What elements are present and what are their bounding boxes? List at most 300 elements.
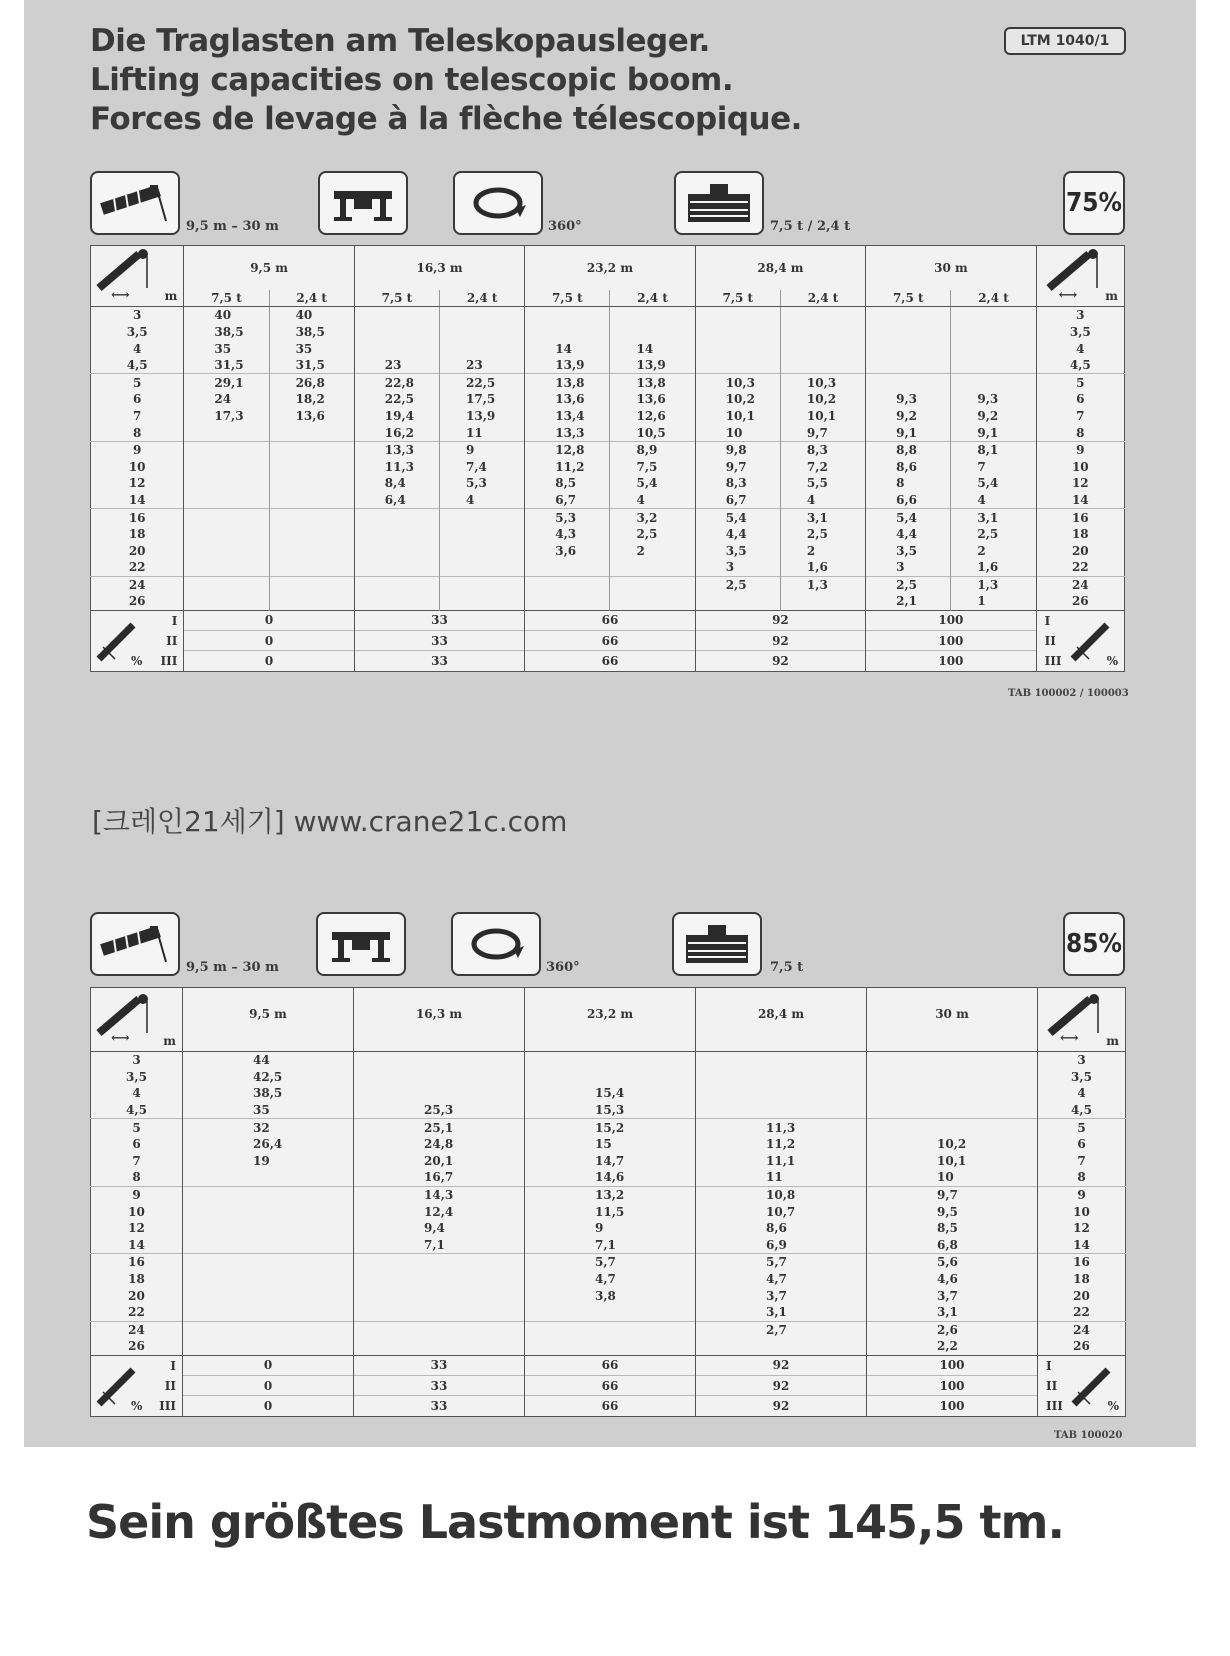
telescoping-row bbox=[91, 1355, 1126, 1375]
capacity-cell: 5,6 bbox=[867, 1254, 1038, 1271]
capacity-cell bbox=[440, 324, 525, 341]
capacity-cell bbox=[525, 1321, 696, 1338]
table-row bbox=[91, 492, 1125, 509]
radius-value: 8 bbox=[132, 425, 142, 440]
boom-radius-icon bbox=[95, 248, 155, 292]
capacity-cell: 13,8 bbox=[610, 374, 695, 391]
capacity-cell bbox=[183, 1321, 354, 1338]
capacity-cell: 23 bbox=[440, 357, 525, 374]
capacity-cell bbox=[525, 1069, 696, 1086]
radius-value: 4 bbox=[1038, 1085, 1126, 1102]
boom-header-2: 16,3 m bbox=[354, 988, 525, 1052]
telescoping-stage: I bbox=[171, 613, 178, 628]
capacity-cell: 9,7 bbox=[780, 424, 865, 441]
capacity-cell: 8,5 bbox=[525, 475, 610, 492]
capacity-table-85 bbox=[90, 987, 1126, 1417]
title-english: Lifting capacities on telescopic boom. bbox=[90, 62, 734, 98]
counterweight-icon bbox=[672, 912, 762, 976]
table-row bbox=[91, 1136, 1126, 1153]
table-row bbox=[91, 1169, 1126, 1186]
capacity-cell: 5,3 bbox=[440, 475, 525, 492]
capacity-cell: 10,2 bbox=[780, 391, 865, 408]
capacity-cell: 5,4 bbox=[695, 509, 780, 526]
capacity-cell: 5,4 bbox=[951, 475, 1036, 492]
capacity-cell bbox=[525, 307, 610, 324]
boom-header-3: 23,2 m bbox=[525, 988, 696, 1052]
capacity-cell: 5,3 bbox=[525, 509, 610, 526]
capacity-cell bbox=[525, 1304, 696, 1321]
capacity-cell bbox=[269, 492, 354, 509]
capacity-cell: 5,5 bbox=[780, 475, 865, 492]
capacity-cell: 9,8 bbox=[695, 441, 780, 458]
capacity-cell: 8,3 bbox=[780, 441, 865, 458]
capacity-cell: 4 bbox=[780, 492, 865, 509]
table-row bbox=[91, 1321, 1126, 1338]
radius-value: 24 bbox=[91, 576, 184, 593]
capacity-cell: 9 bbox=[440, 441, 525, 458]
capacity-cell: 7,1 bbox=[525, 1237, 696, 1254]
table-row bbox=[91, 1069, 1126, 1086]
radius-value: 4 bbox=[132, 1086, 141, 1101]
table-row bbox=[91, 559, 1125, 576]
radius-value: 8 bbox=[1038, 1169, 1126, 1186]
radius-value: 18 bbox=[128, 1272, 145, 1287]
radius-header-left bbox=[91, 988, 183, 1052]
capacity-cell bbox=[780, 324, 865, 341]
capacity-cell: 14 bbox=[525, 340, 610, 357]
boom-range-label: 9,5 m – 30 m bbox=[186, 219, 279, 234]
capacity-cell: 22,8 bbox=[354, 374, 439, 391]
telescoping-cell: 33 bbox=[354, 1376, 525, 1396]
telescoping-stage: III bbox=[160, 653, 178, 668]
radius-value: 3 bbox=[132, 308, 142, 323]
capacity-cell bbox=[696, 1052, 867, 1069]
radius-value: 16 bbox=[91, 509, 184, 526]
telescoping-row bbox=[91, 631, 1125, 651]
capacity-cell: 10,8 bbox=[696, 1186, 867, 1203]
telescoping-cell: 100 bbox=[867, 1355, 1038, 1375]
capacity-cell bbox=[184, 576, 269, 593]
counterweight-label: 7,5 t / 2,4 t bbox=[770, 219, 851, 234]
capacity-cell: 8,4 bbox=[354, 475, 439, 492]
capacity-cell bbox=[183, 1287, 354, 1304]
capacity-cell: 6,6 bbox=[866, 492, 951, 509]
capacity-cell: 8 bbox=[866, 475, 951, 492]
table-row bbox=[91, 526, 1125, 543]
radius-value: 12 bbox=[128, 476, 146, 491]
radius-arrow-icon: ⟷ bbox=[111, 1030, 130, 1046]
radius-value: 20 bbox=[128, 1288, 145, 1303]
capacity-cell: 12,6 bbox=[610, 408, 695, 425]
capacity-cell: 15,3 bbox=[525, 1102, 696, 1119]
radius-unit: m bbox=[1105, 289, 1118, 304]
telescoping-cell: 66 bbox=[525, 631, 695, 651]
capacity-cell bbox=[867, 1102, 1038, 1119]
radius-unit: m bbox=[163, 1033, 176, 1048]
radius-value: 3 bbox=[132, 1053, 141, 1068]
capacity-cell: 19,4 bbox=[354, 408, 439, 425]
telescoping-stage-left bbox=[91, 610, 184, 671]
capacity-cell: 6,9 bbox=[696, 1237, 867, 1254]
capacity-cell: 10,1 bbox=[867, 1153, 1038, 1170]
capacity-cell: 11,2 bbox=[696, 1136, 867, 1153]
capacity-cell: 11,3 bbox=[354, 458, 439, 475]
capacity-cell: 18,2 bbox=[269, 391, 354, 408]
capacity-cell bbox=[354, 542, 439, 559]
boom-radius-icon bbox=[1045, 248, 1105, 292]
capacity-cell: 10,3 bbox=[695, 374, 780, 391]
capacity-cell: 8,9 bbox=[610, 441, 695, 458]
telescoping-row bbox=[91, 1396, 1126, 1416]
capacity-cell: 11 bbox=[696, 1169, 867, 1186]
radius-value: 20 bbox=[128, 543, 146, 558]
capacity-cell bbox=[269, 542, 354, 559]
capacity-cell: 7,4 bbox=[440, 458, 525, 475]
capacity-cell: 2,5 bbox=[866, 576, 951, 593]
table-reference: TAB 100020 bbox=[1054, 1430, 1123, 1441]
capacity-cell bbox=[354, 324, 439, 341]
capacity-cell: 13,9 bbox=[440, 408, 525, 425]
capacity-cell: 35 bbox=[184, 340, 269, 357]
capacity-cell: 9,7 bbox=[867, 1186, 1038, 1203]
table-row bbox=[91, 1220, 1126, 1237]
telescoping-stage-right bbox=[1036, 610, 1124, 671]
icon-row-85 bbox=[90, 912, 1125, 980]
capacity-cell bbox=[610, 307, 695, 324]
capacity-cell bbox=[184, 509, 269, 526]
capacity-cell: 9,3 bbox=[951, 391, 1036, 408]
telescoping-cell: 0 bbox=[183, 1396, 354, 1416]
radius-value: 14 bbox=[128, 492, 146, 507]
capacity-cell: 38,5 bbox=[269, 324, 354, 341]
radius-value: 4 bbox=[132, 341, 142, 356]
radius-value: 9 bbox=[91, 441, 184, 458]
radius-value: 22 bbox=[128, 1305, 145, 1320]
table-row bbox=[91, 1102, 1126, 1119]
outrigger-icon bbox=[318, 171, 408, 235]
capacity-cell bbox=[354, 1052, 525, 1069]
telescoping-stage: III bbox=[1044, 653, 1062, 668]
capacity-cell: 1,3 bbox=[780, 576, 865, 593]
radius-value: 14 bbox=[1036, 492, 1124, 509]
capacity-cell: 7 bbox=[951, 458, 1036, 475]
radius-value: 24 bbox=[1036, 576, 1124, 593]
capacity-cell bbox=[866, 340, 951, 357]
table-row bbox=[91, 391, 1125, 408]
cw-header: 7,5 t bbox=[354, 290, 439, 307]
telescoping-cell: 66 bbox=[525, 1396, 696, 1416]
capacity-cell bbox=[951, 307, 1036, 324]
radius-header-left bbox=[91, 246, 184, 307]
outrigger-icon bbox=[316, 912, 406, 976]
capacity-cell bbox=[354, 1338, 525, 1355]
capacity-cell: 22,5 bbox=[354, 391, 439, 408]
capacity-cell bbox=[440, 340, 525, 357]
capacity-cell bbox=[354, 307, 439, 324]
capacity-cell: 26,8 bbox=[269, 374, 354, 391]
capacity-cell: 9,4 bbox=[354, 1220, 525, 1237]
capacity-cell: 38,5 bbox=[183, 1085, 354, 1102]
capacity-cell bbox=[183, 1304, 354, 1321]
table-row bbox=[91, 1085, 1126, 1102]
radius-value: 7 bbox=[132, 408, 142, 423]
capacity-cell: 2 bbox=[951, 542, 1036, 559]
capacity-cell: 2 bbox=[780, 542, 865, 559]
radius-value: 6 bbox=[1036, 391, 1124, 408]
telescoping-cell: 0 bbox=[183, 1376, 354, 1396]
capacity-cell bbox=[269, 424, 354, 441]
telescoping-cell: 0 bbox=[183, 1355, 354, 1375]
capacity-cell: 8,6 bbox=[696, 1220, 867, 1237]
capacity-cell: 1,6 bbox=[780, 559, 865, 576]
capacity-cell: 15,2 bbox=[525, 1119, 696, 1136]
capacity-cell bbox=[610, 593, 695, 610]
radius-value: 4,5 bbox=[126, 1103, 147, 1118]
radius-value: 9 bbox=[1036, 441, 1124, 458]
capacity-cell: 13,6 bbox=[269, 408, 354, 425]
capacity-cell: 12,8 bbox=[525, 441, 610, 458]
table-row bbox=[91, 1186, 1126, 1203]
telescopic-boom-icon bbox=[90, 912, 180, 976]
radius-value: 26 bbox=[1038, 1338, 1126, 1355]
title-french: Forces de levage à la flèche télescopique. bbox=[90, 101, 802, 137]
capacity-cell bbox=[610, 576, 695, 593]
telescoping-stage: I bbox=[1044, 613, 1051, 628]
capacity-cell: 8,6 bbox=[866, 458, 951, 475]
cw-header: 7,5 t bbox=[184, 290, 269, 307]
capacity-cell bbox=[867, 1119, 1038, 1136]
capacity-cell bbox=[695, 357, 780, 374]
capacity-cell: 3,8 bbox=[525, 1287, 696, 1304]
capacity-cell: 14 bbox=[610, 340, 695, 357]
cw-header: 2,4 t bbox=[780, 290, 865, 307]
capacity-cell bbox=[866, 357, 951, 374]
capacity-cell bbox=[525, 1052, 696, 1069]
capacity-cell bbox=[184, 526, 269, 543]
capacity-cell bbox=[354, 1304, 525, 1321]
capacity-cell bbox=[184, 492, 269, 509]
radius-value: 12 bbox=[1038, 1220, 1126, 1237]
capacity-cell: 10,2 bbox=[695, 391, 780, 408]
cw-header: 7,5 t bbox=[695, 290, 780, 307]
boom-header-5: 30 m bbox=[867, 988, 1038, 1052]
capacity-cell bbox=[183, 1338, 354, 1355]
capacity-cell: 10,1 bbox=[780, 408, 865, 425]
capacity-cell: 26,4 bbox=[183, 1136, 354, 1153]
capacity-cell bbox=[183, 1169, 354, 1186]
table-row bbox=[91, 441, 1125, 458]
radius-value: 3,5 bbox=[1038, 1069, 1126, 1086]
capacity-cell: 11,1 bbox=[696, 1153, 867, 1170]
telescoping-stage: II bbox=[164, 1378, 176, 1393]
capacity-cell: 20,1 bbox=[354, 1153, 525, 1170]
radius-value: 6 bbox=[1038, 1136, 1126, 1153]
cw-header: 2,4 t bbox=[610, 290, 695, 307]
capacity-cell bbox=[867, 1052, 1038, 1069]
capacity-cell bbox=[695, 340, 780, 357]
capacity-cell: 3,1 bbox=[867, 1304, 1038, 1321]
capacity-cell bbox=[951, 357, 1036, 374]
capacity-cell: 44 bbox=[183, 1052, 354, 1069]
capacity-cell bbox=[183, 1271, 354, 1288]
capacity-cell bbox=[184, 559, 269, 576]
capacity-cell: 3,5 bbox=[866, 542, 951, 559]
radius-value: 5 bbox=[91, 1119, 183, 1136]
capacity-cell: 2 bbox=[610, 542, 695, 559]
capacity-cell: 3,1 bbox=[696, 1304, 867, 1321]
capacity-cell: 10,1 bbox=[695, 408, 780, 425]
capacity-cell bbox=[780, 307, 865, 324]
telescoping-cell: 100 bbox=[866, 651, 1036, 671]
capacity-cell: 13,3 bbox=[354, 441, 439, 458]
table-row bbox=[91, 475, 1125, 492]
table-row bbox=[91, 1271, 1126, 1288]
capacity-cell bbox=[440, 307, 525, 324]
capacity-cell: 23 bbox=[354, 357, 439, 374]
capacity-cell bbox=[269, 509, 354, 526]
radius-value: 26 bbox=[128, 1339, 145, 1354]
capacity-cell: 1,6 bbox=[951, 559, 1036, 576]
capacity-cell bbox=[354, 509, 439, 526]
telescoping-cell: 33 bbox=[354, 631, 524, 651]
capacity-cell: 10 bbox=[695, 424, 780, 441]
slewing-360-icon bbox=[451, 912, 541, 976]
capacity-cell bbox=[354, 1069, 525, 1086]
radius-unit: m bbox=[164, 289, 178, 304]
capacity-cell: 6,7 bbox=[695, 492, 780, 509]
capacity-cell: 4,7 bbox=[525, 1271, 696, 1288]
capacity-cell bbox=[354, 559, 439, 576]
radius-value: 14 bbox=[1038, 1237, 1126, 1254]
capacity-cell bbox=[440, 593, 525, 610]
capacity-cell bbox=[525, 1338, 696, 1355]
radius-value: 3 bbox=[1036, 307, 1124, 324]
capacity-cell: 8,3 bbox=[695, 475, 780, 492]
radius-value: 3,5 bbox=[126, 1069, 147, 1084]
capacity-cell bbox=[695, 307, 780, 324]
radius-unit: m bbox=[1106, 1033, 1119, 1048]
telescoping-cell: 33 bbox=[354, 1355, 525, 1375]
telescoping-stage: I bbox=[1046, 1358, 1052, 1373]
radius-value: 20 bbox=[1038, 1287, 1126, 1304]
capacity-cell: 29,1 bbox=[184, 374, 269, 391]
capacity-cell: 31,5 bbox=[184, 357, 269, 374]
telescoping-cell: 92 bbox=[696, 1376, 867, 1396]
table-row bbox=[91, 1338, 1126, 1355]
capacity-cell bbox=[354, 1271, 525, 1288]
radius-value: 5 bbox=[91, 374, 184, 391]
capacity-cell bbox=[184, 424, 269, 441]
capacity-cell bbox=[269, 475, 354, 492]
capacity-cell: 9,2 bbox=[951, 408, 1036, 425]
table-row bbox=[91, 1287, 1126, 1304]
table-row bbox=[91, 408, 1125, 425]
table-row bbox=[91, 458, 1125, 475]
capacity-cell: 11,5 bbox=[525, 1203, 696, 1220]
capacity-cell: 6,7 bbox=[525, 492, 610, 509]
capacity-cell: 25,3 bbox=[354, 1102, 525, 1119]
telescopic-boom-icon bbox=[90, 171, 180, 235]
telescoping-stage-left bbox=[91, 1355, 183, 1416]
radius-arrow-icon: ⟷ bbox=[111, 288, 130, 304]
telescoping-cell: 92 bbox=[695, 651, 865, 671]
table-row bbox=[91, 1203, 1126, 1220]
telescoping-cell: 100 bbox=[866, 610, 1036, 630]
telescoping-stage: II bbox=[1046, 1378, 1058, 1393]
capacity-cell: 2,5 bbox=[695, 576, 780, 593]
radius-value: 4,5 bbox=[126, 358, 148, 373]
capacity-cell: 14,3 bbox=[354, 1186, 525, 1203]
capacity-cell bbox=[696, 1102, 867, 1119]
capacity-cell bbox=[866, 307, 951, 324]
capacity-cell bbox=[867, 1085, 1038, 1102]
radius-value: 18 bbox=[1036, 526, 1124, 543]
capacity-cell: 2,6 bbox=[867, 1321, 1038, 1338]
capacity-cell: 4,4 bbox=[695, 526, 780, 543]
capacity-cell: 3 bbox=[695, 559, 780, 576]
capacity-cell bbox=[183, 1237, 354, 1254]
radius-value: 22 bbox=[1036, 559, 1124, 576]
capacity-cell bbox=[780, 593, 865, 610]
capacity-cell: 10,2 bbox=[867, 1136, 1038, 1153]
telescoping-cell: 66 bbox=[525, 1355, 696, 1375]
cw-header: 2,4 t bbox=[440, 290, 525, 307]
telescoping-stage: I bbox=[170, 1358, 176, 1373]
capacity-cell: 3,6 bbox=[525, 542, 610, 559]
radius-value: 20 bbox=[1036, 542, 1124, 559]
capacity-cell bbox=[440, 559, 525, 576]
capacity-cell bbox=[269, 441, 354, 458]
capacity-cell: 4 bbox=[610, 492, 695, 509]
table-row bbox=[91, 509, 1125, 526]
capacity-cell: 2,5 bbox=[610, 526, 695, 543]
radius-value: 14 bbox=[128, 1237, 145, 1252]
capacity-cell: 6,8 bbox=[867, 1237, 1038, 1254]
radius-value: 22 bbox=[1038, 1304, 1126, 1321]
capacity-cell: 1 bbox=[951, 593, 1036, 610]
radius-value: 4,5 bbox=[1036, 357, 1124, 374]
radius-value: 16 bbox=[91, 1254, 183, 1271]
counterweight-icon bbox=[674, 171, 764, 235]
capacity-cell: 3,2 bbox=[610, 509, 695, 526]
capacity-cell bbox=[269, 593, 354, 610]
support-percent-badge: 85% bbox=[1063, 912, 1125, 976]
capacity-cell: 13,6 bbox=[610, 391, 695, 408]
capacity-cell: 1,3 bbox=[951, 576, 1036, 593]
radius-value: 16 bbox=[1038, 1254, 1126, 1271]
capacity-cell bbox=[525, 593, 610, 610]
radius-value: 18 bbox=[128, 527, 146, 542]
capacity-cell: 4 bbox=[951, 492, 1036, 509]
capacity-cell bbox=[525, 324, 610, 341]
table-row bbox=[91, 1052, 1126, 1069]
capacity-cell: 13,6 bbox=[525, 391, 610, 408]
capacity-cell: 7,5 bbox=[610, 458, 695, 475]
radius-value: 24 bbox=[1038, 1321, 1126, 1338]
radius-value: 7 bbox=[132, 1153, 141, 1168]
capacity-cell bbox=[610, 324, 695, 341]
radius-value: 7 bbox=[1036, 408, 1124, 425]
radius-value: 10 bbox=[128, 459, 146, 474]
telescoping-row bbox=[91, 610, 1125, 630]
radius-value: 26 bbox=[1036, 593, 1124, 610]
capacity-cell bbox=[354, 1085, 525, 1102]
table-row bbox=[91, 593, 1125, 610]
table-row bbox=[91, 1254, 1126, 1271]
icon-row-75 bbox=[90, 171, 1125, 239]
table-row bbox=[91, 424, 1125, 441]
counterweight-label: 7,5 t bbox=[770, 960, 804, 975]
